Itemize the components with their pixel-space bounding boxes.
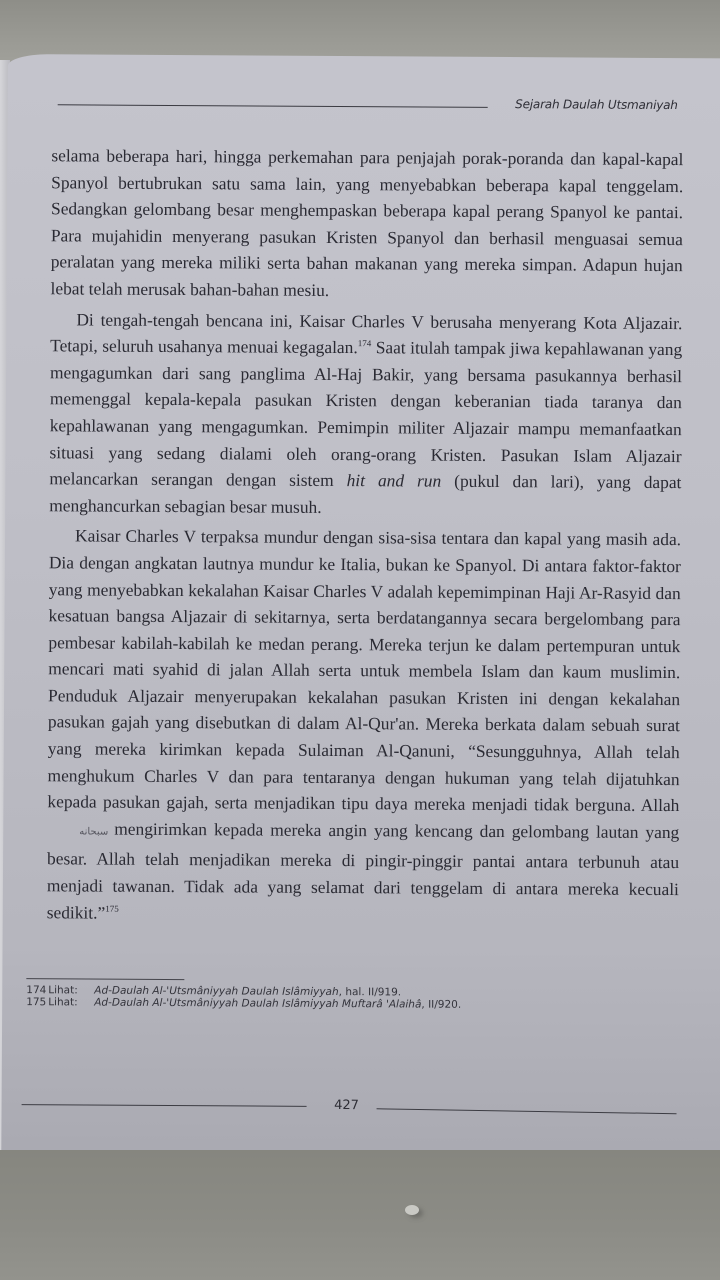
footnote-number: 175 — [26, 996, 47, 1009]
footnote-number: 174 — [26, 984, 47, 997]
paragraph-3-text-a: Kaisar Charles V terpaksa mundur dengan sisa-sisa tentara dan kapal yang masih ada. Dia dengan angkatan lautnya mundur ke Italia, bukan ke Spanyol. Di antara faktor-faktor yang menyebabkan kekalahan Kaisar Charles V adalah kepemimpinan Haji Ar-Rasyid dan kesatuan bangsa Aljazair di sekitarnya, serta berdatangannya secara bergelombang para pembesar kabilah-kabilah ke medan perang. Mereka terjun ke dalam pertempuran untuk mencari mati syahid di jalan Allah serta untuk membela Islam dan kaum muslimin. Penduduk Aljazair menyerupakan kekalahan pasukan Kristen ini dengan kekalahan pasukan gajah yang disebutkan di dalam Al-Qur'an. Mereka berkata dalam sebuah surat yang mereka kirimkan kepada Sulaiman Al-Qanuni, “Sesungguhnya, Allah telah menghukum Charles V dan para tentaranya dengan hukuman yang telah dijatuhkan kepada pasukan gajah, serta menjadikan tipu daya mereka menjadi tidak berguna. Allah — [47, 525, 682, 816]
paragraph-3 — [47, 523, 681, 930]
footnote-rest: , II/920. — [421, 998, 462, 1011]
paragraph-1-text: selama beberapa hari, hingga perkemahan para penjajah porak-poranda dan kapal-kapal Spanyol bertubrukan satu sama lain, yang menyebabkan beberapa kapal tenggelam. Sedangkan gelombang besar menghempaskan beberapa kapal perang Spanyol ke pantai. Para mujahidin menyerang pasukan Kristen Spanyol dan berhasil menguasai semua peralatan yang mereka miliki serta bahan makanan yang mereka simpan. Adapun hujan lebat telah merusak bahan-bahan mesiu. — [50, 145, 684, 300]
footnote-label: Lihat: — [48, 984, 78, 997]
page-number: 427 — [334, 1098, 360, 1114]
footnote-source: Ad-Daulah Al-'Utsmâniyyah Daulah Islâmiyyah — [94, 984, 339, 999]
paragraph-2-text-a: Di tengah-tengah bencana ini, Kaisar Charles V berusaha menyerang Kota Aljazair. Tetapi, seluruh usahanya menuai kegagalan. — [50, 308, 683, 358]
honorific-glyph-icon: سبحانه — [79, 826, 109, 838]
folio-rule-right — [377, 1108, 677, 1114]
footnote-label: Lihat: — [48, 996, 78, 1009]
paragraph-2 — [49, 306, 682, 523]
header-rule — [58, 104, 488, 108]
footnote-rest: , hal. II/919. — [338, 986, 402, 999]
paragraph-3-text-b: mengirimkan kepada mereka angin yang kencang dan gelombang lautan yang besar. Allah telah menjadikan mereka di pingir-pinggir pantai antara terbunuh atau menjadi tawanan. Tidak ada yang selamat dari tenggelam di antara mereka kecuali sedikit.” — [46, 818, 680, 923]
running-head-title: Sejarah Daulah Utsmaniyah — [515, 97, 678, 113]
footnote-source: Ad-Daulah Al-'Utsmâniyyah Daulah Islâmiyyah Muftarâ 'Alaihâ — [94, 996, 422, 1011]
paragraph-2-text-b: Saat itulah tampak jiwa kepahlawanan yang mengagumkan dari sang panglima Al-Haj Bakir, yang bersama pasukannya berhasil memenggal kepala-kepala pasukan Kristen dengan keberanian tiada taranya dan kepahlawanan yang mengagumkan. Pemimpin militer Aljazair mampu memanfaatkan situasi yang sedang dialami oleh orang-orang Kristen. Pasukan Islam Aljazair melancarkan serangan dengan sistem — [49, 337, 683, 491]
running-head — [58, 94, 678, 118]
footnote-ref-174[interactable]: 174 — [357, 338, 372, 349]
folio-rule-left — [22, 1104, 307, 1107]
footnotes — [26, 984, 626, 1012]
italic-term: hit and run — [346, 470, 442, 491]
paragraph-2-text-c: (pukul dan lari), yang dapat menghancurkan sebagian besar musuh. — [49, 470, 682, 517]
page-folio — [22, 1096, 682, 1120]
book-page — [1, 54, 720, 1168]
footnote-175 — [26, 996, 626, 1012]
footnote-rule — [26, 978, 184, 980]
desk-surface — [0, 1150, 720, 1280]
footnote-ref-175[interactable]: 175 — [105, 903, 119, 914]
body-text — [47, 142, 684, 929]
desk-blemish — [405, 1205, 419, 1215]
paragraph-1 — [50, 142, 683, 305]
